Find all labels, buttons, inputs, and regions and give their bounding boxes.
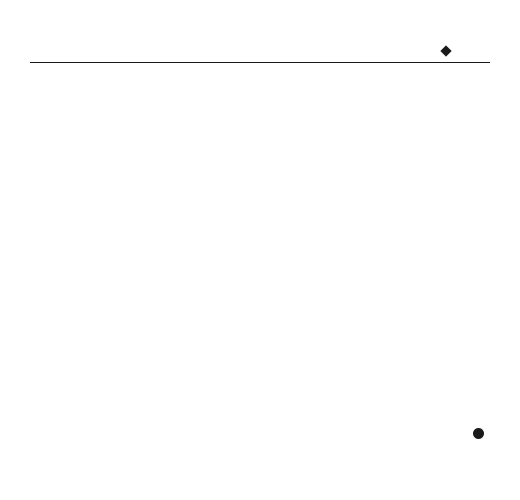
footnote-marker bbox=[473, 428, 484, 439]
vertical-text-body bbox=[34, 78, 486, 416]
running-header bbox=[30, 40, 490, 62]
footnote bbox=[34, 428, 486, 484]
header-rule bbox=[30, 62, 490, 63]
diamond-ornament-icon bbox=[440, 45, 451, 56]
footnote-body bbox=[34, 428, 486, 484]
